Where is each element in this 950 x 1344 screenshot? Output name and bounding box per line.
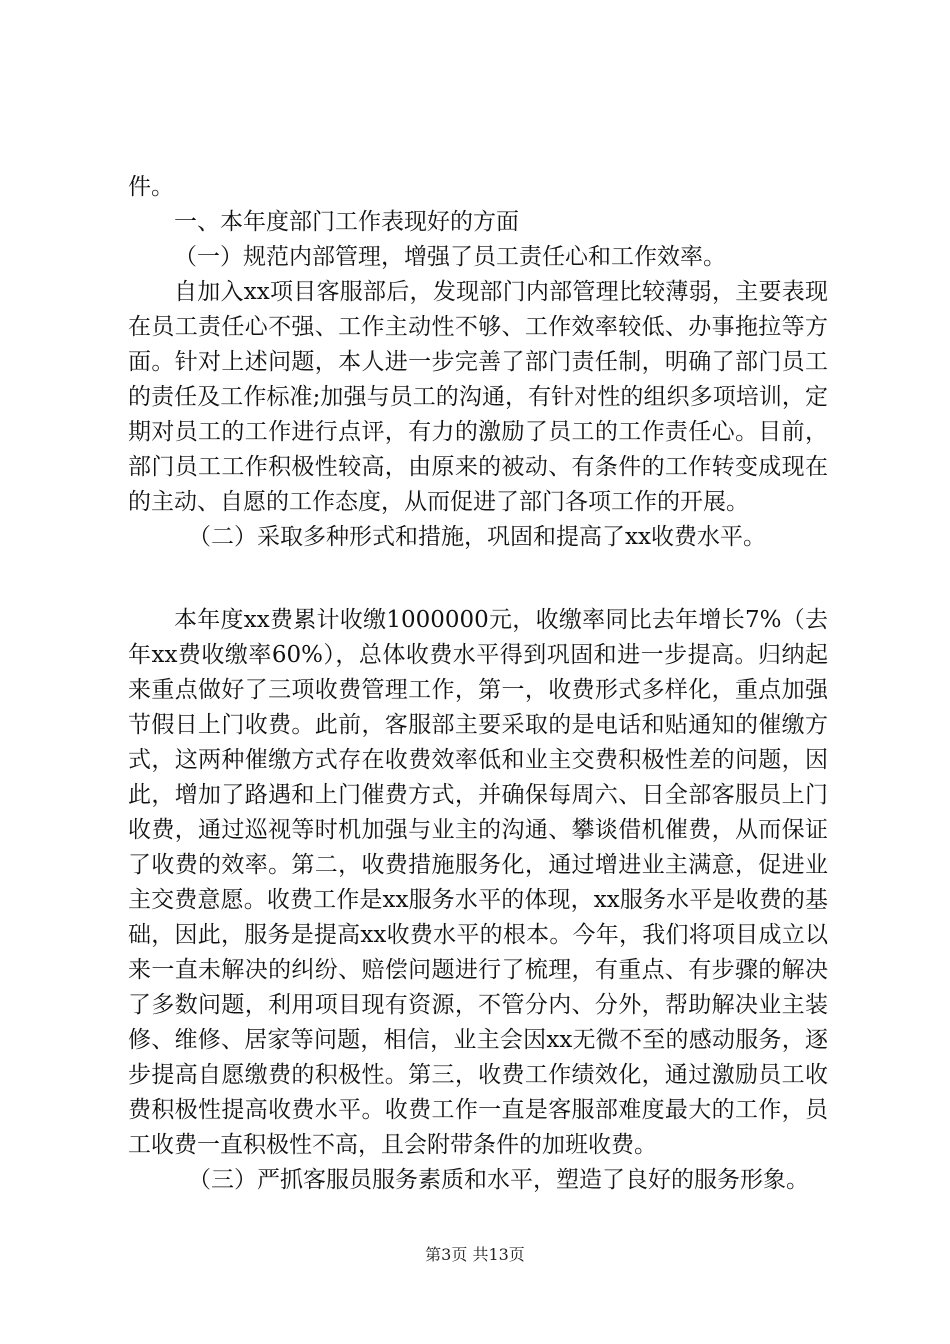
- paragraph-fees: 本年度xx费累计收缴1000000元，收缴率同比去年增长7%（去年xx费收缴率60%），总体收费水平得到巩固和进一步提高。归纳起来重点做好了三项收费管理工作，第一，收费形式多样化，重点加强节假日上门收费。此前，客服部主要采取的是电话和贴通知的催缴方式，这两种催缴方式存在收费效率低和业主交费积极性差的问题，因此，增加了路遇和上门催费方式，并确保每周六、日全部客服员上门收费，通过巡视等时机加强与业主的沟通、攀谈借机催费，从而保证了收费的效率。第二，收费措施服务化，通过增进业主满意，促进业主交费意愿。收费工作是xx服务水平的体现，xx服务水平是收费的基础，因此，服务是提高xx收费水平的根本。今年，我们将项目成立以来一直未解决的纠纷、赔偿问题进行了梳理，有重点、有步骤的解决了多数问题，利用项目现有资源，不管分内、分外，帮助解决业主装修、维修、居家等问题，相信，业主会因xx无微不至的感动服务，逐步提高自愿缴费的积极性。第三，收费工作绩效化，通过激励员工收费积极性提高收费水平。收费工作一直是客服部难度最大的工作，员工收费一直积极性不高，且会附带条件的加班收费。: [128, 607, 828, 1158]
- paragraph-continuation: 件。: [128, 174, 174, 200]
- document-body: [128, 170, 828, 1198]
- paragraph-management: 自加入xx项目客服部后，发现部门内部管理比较薄弱，主要表现在员工责任心不强、工作主动性不够、工作效率较低、办事拖拉等方面。针对上述问题，本人进一步完善了部门责任制，明确了部门员工的责任及工作标准;加强与员工的沟通，有针对性的组织多项培训，定期对员工的工作进行点评，有力的激励了员工的工作责任心。目前，部门员工工作积极性较高，由原来的被动、有条件的工作转变成现在的主动、自愿的工作态度，从而促进了部门各项工作的开展。: [128, 279, 828, 515]
- subsection-heading-2: （二）采取多种形式和措施，巩固和提高了xx收费水平。: [188, 524, 766, 550]
- paragraph-gap: [128, 555, 828, 603]
- subsection-heading-1: （一）规范内部管理，增强了员工责任心和工作效率。: [174, 244, 726, 270]
- subsection-heading-3: （三）严抓客服员服务素质和水平，塑造了良好的服务形象。: [188, 1167, 809, 1193]
- page-footer: 第3页 共13页: [425, 1245, 525, 1264]
- section-heading: 一、本年度部门工作表现好的方面: [174, 209, 519, 235]
